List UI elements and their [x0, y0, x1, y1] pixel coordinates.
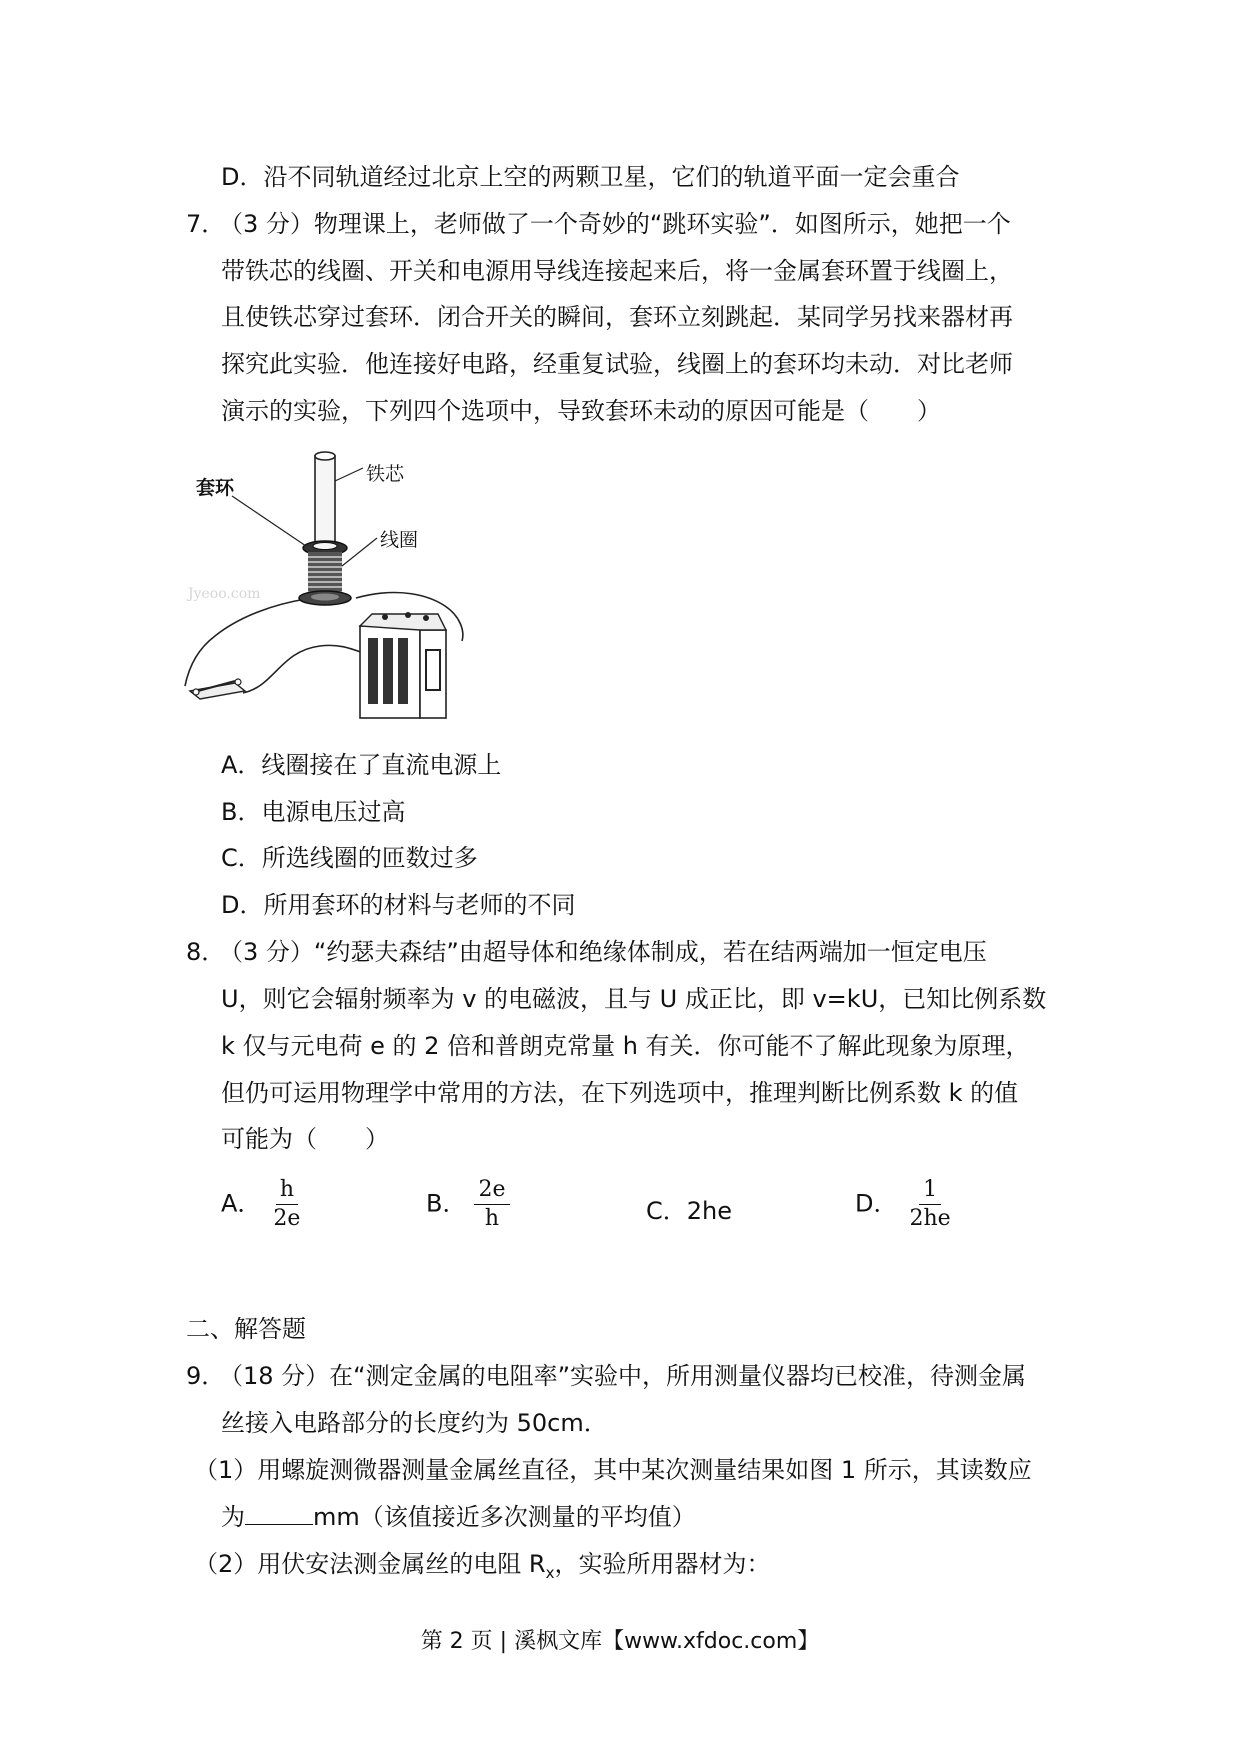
page-footer: 第 2 页 | 溪枫文库【www.xfdoc.com】: [420, 1629, 820, 1654]
leader-core: [335, 468, 363, 481]
q8-option-d-label: D．: [855, 1189, 898, 1218]
q8-line-3: k 仅与元电荷 e 的 2 倍和普朗克常量 h 有关．你可能不了解此现象为原理，: [221, 1032, 1030, 1060]
label-ring: 套环: [196, 477, 235, 499]
q9-line-1: （18 分）在“测定金属的电阻率”实验中，所用测量仪器均已校准，待测金属: [219, 1362, 1027, 1390]
fraction-d: [905, 1178, 954, 1231]
fraction-a: [269, 1178, 304, 1231]
iron-core-icon: [315, 452, 335, 548]
fraction-b-denominator: h: [484, 1206, 500, 1231]
fraction-d-numerator: 1: [919, 1178, 941, 1205]
q7-option-b: B．电源电压过高: [221, 798, 406, 826]
q9-line-2: 丝接入电路部分的长度约为 50cm．: [221, 1409, 608, 1437]
fraction-a-denominator: 2e: [273, 1206, 301, 1231]
q8-option-a-label: A．: [221, 1189, 262, 1218]
fraction-d-denominator: 2he: [909, 1206, 951, 1231]
q7-line-2: 带铁芯的线圈、开关和电源用导线连接起来后，将一金属套环置于线圈上，: [221, 257, 1013, 285]
fraction-a-numerator: h: [276, 1178, 298, 1205]
q7-line-5: 演示的实验，下列四个选项中，导致套环未动的原因可能是（ ）: [221, 397, 941, 425]
wire-left: [185, 599, 306, 686]
jumping-ring-figure: [180, 446, 520, 726]
q8-option-c: [646, 1196, 732, 1226]
q7-line-1: （3 分）物理课上，老师做了一个奇妙的“跳环实验”．如图所示，她把一个: [219, 210, 1011, 238]
q8-option-d: [855, 1178, 955, 1231]
figure-watermark: Jyeoo.com: [188, 586, 261, 602]
fraction-b-numerator: 2e: [474, 1178, 509, 1205]
q8-line-1: （3 分）“约瑟夫森结”由超导体和绝缘体制成，若在结两端加一恒定电压: [219, 938, 987, 966]
q9-part2-line: [194, 1549, 770, 1588]
label-coil: 线圈: [380, 529, 419, 551]
q7-option-a: A．线圈接在了直流电源上: [221, 751, 502, 779]
q6-option-d: D．沿不同轨道经过北京上空的两颗卫星，它们的轨道平面一定会重合: [221, 163, 960, 191]
q7-line-3: 且使铁芯穿过套环．闭合开关的瞬间，套环立刻跳起．某同学另找来器材再: [221, 303, 1013, 331]
battery-icon: [360, 612, 446, 718]
q8-option-c-label: C．: [646, 1197, 687, 1225]
q7-number: 7．: [186, 210, 226, 238]
q8-line-4: 但仍可运用物理学中常用的方法，在下列选项中，推理判断比例系数 k 的值: [221, 1079, 1019, 1107]
fraction-b: [474, 1178, 509, 1231]
q9-part1-prefix: 为: [221, 1503, 245, 1531]
answer-blank[interactable]: [245, 1502, 313, 1525]
q7-line-4: 探究此实验．他连接好电路，经重复试验，线圈上的套环均未动．对比老师: [221, 350, 1013, 378]
switch-icon: [190, 679, 245, 699]
q9-part2-subscript: x: [545, 1563, 555, 1582]
q7-option-c: C．所选线圈的匝数过多: [221, 844, 478, 872]
leader-ring: [232, 496, 306, 546]
q9-part1-suffix: mm（该值接近多次测量的平均值）: [313, 1503, 696, 1531]
q8-option-c-text: 2he: [686, 1197, 733, 1225]
label-iron-core: 铁芯: [366, 463, 405, 485]
q8-number: 8．: [186, 938, 226, 966]
section-heading: 二、解答题: [186, 1315, 306, 1343]
q8-line-5: 可能为（ ）: [221, 1125, 389, 1153]
q9-part2-prefix: （2）用伏安法测金属丝的电阻 R: [194, 1550, 546, 1578]
q9-number: 9．: [186, 1362, 226, 1390]
q8-option-a: [221, 1178, 304, 1231]
q9-part2-suffix: ，实验所用器材为：: [554, 1550, 771, 1578]
coil-icon: [299, 552, 351, 605]
q8-option-b-label: B．: [426, 1189, 467, 1218]
q8-option-b: [426, 1178, 510, 1231]
q9-part1-line-2: [221, 1502, 696, 1532]
q9-part1-line-1: （1）用螺旋测微器测量金属丝直径，其中某次测量结果如图 1 所示，其读数应: [194, 1456, 1032, 1484]
q8-line-2: U，则它会辐射频率为 v 的电磁波，且与 U 成正比，即 v=kU，已知比例系数: [221, 985, 1047, 1013]
q7-option-d: D．所用套环的材料与老师的不同: [221, 891, 576, 919]
leader-coil: [342, 538, 377, 566]
